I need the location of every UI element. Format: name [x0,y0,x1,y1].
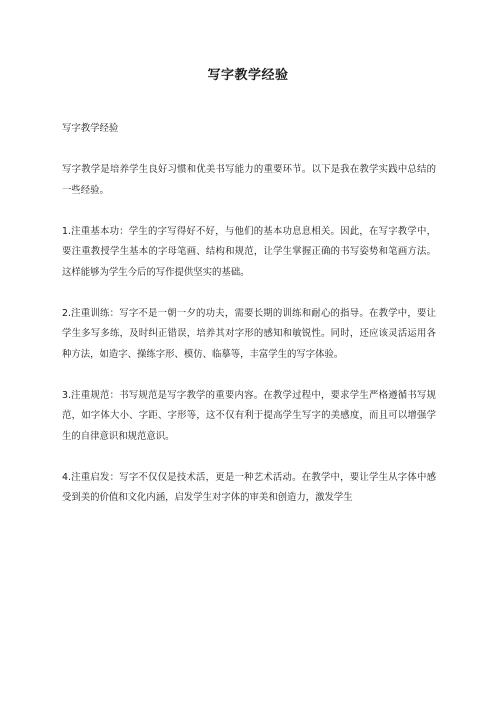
document-subtitle: 写字教学经验 [62,123,119,134]
document-title: 写字教学经验 [207,68,289,83]
paragraph-standards: 3.注重规范：书写规范是写字教学的重要内容。在教学过程中，要求学生严格遵循书写规范，如字体大小、字距、字形等，这不仅有利于提高学生写字的美感度，而且可以增强学生的自律意识和规范意识。 [62,389,436,442]
document-body [62,119,436,509]
paragraph-training: 2.注重训练：写字不是一朝一夕的功夫，需要长期的训练和耐心的指导。在教学中，要让学生多写多练，及时纠正错误，培养其对字形的感知和敏锐性。同时，还应该灵活运用各种方法，如造字、操练字形、模仿、临摹等，丰富学生的写字体验。 [62,307,436,360]
paragraph-intro: 写字教学是培养学生良好习惯和优美书写能力的重要环节。以下是我在教学实践中总结的一些经验。 [62,164,436,196]
paragraph-inspiration: 4.注重启发：写字不仅仅是技术活，更是一种艺术活动。在教学中，要让学生从字体中感受到美的价值和文化内涵，启发学生对字体的审美和创造力，激发学生 [62,471,436,503]
paragraph-basics: 1.注重基本功：学生的字写得好不好，与他们的基本功息息相关。因此，在写字教学中，要注重教授学生基本的字母笔画、结构和规范，让学生掌握正确的书写姿势和笔画方法。这样能够为学生今后的写作提供坚实的基础。 [62,225,436,278]
